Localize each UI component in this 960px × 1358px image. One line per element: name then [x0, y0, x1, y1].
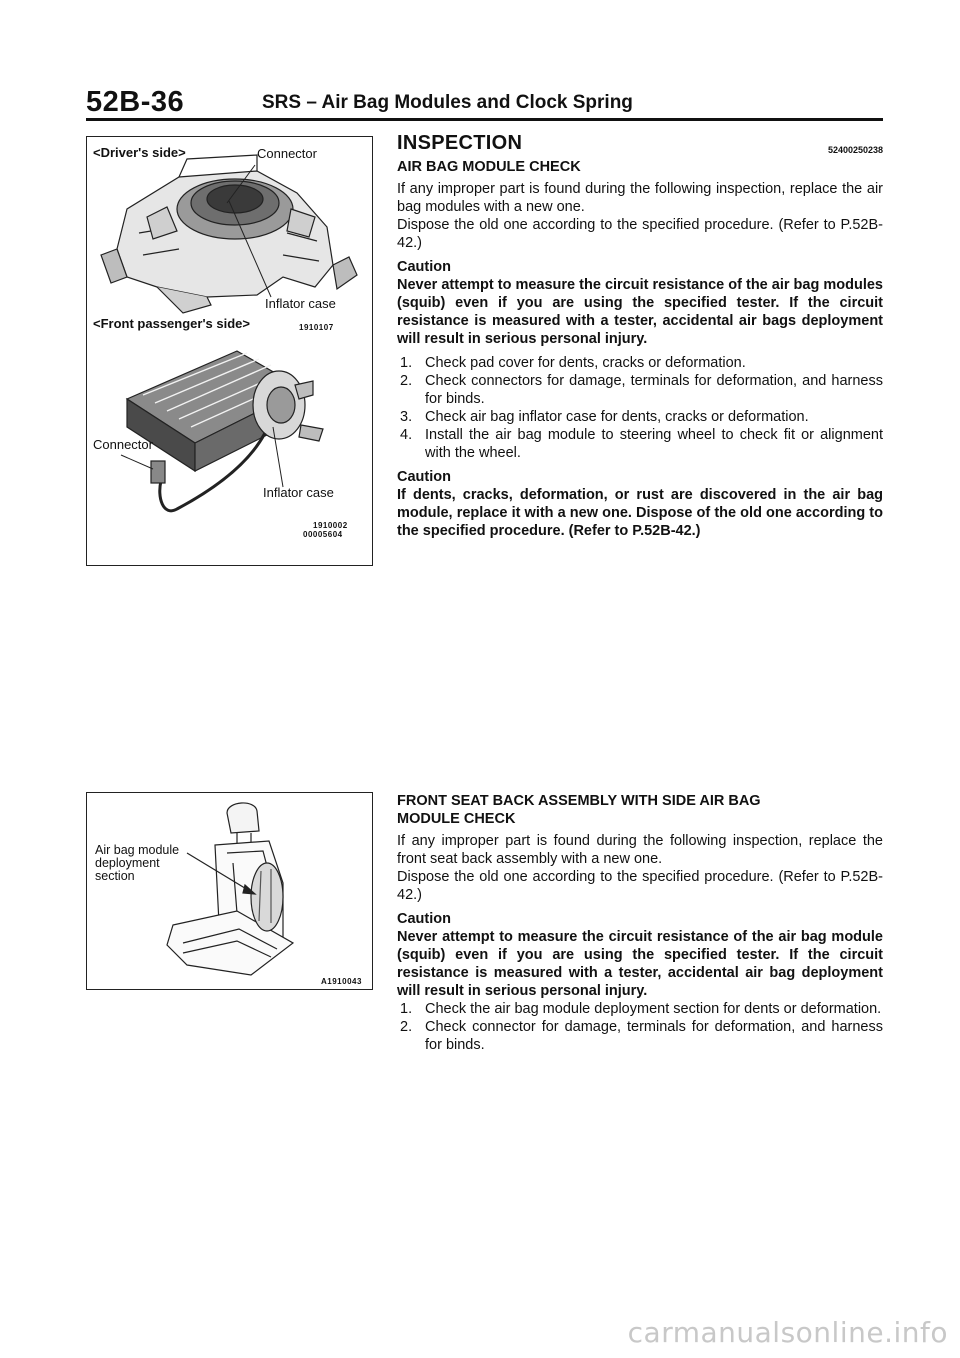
inspection-para1: If any improper part is found during the following inspection, replace the air bag modules with a new one. — [397, 181, 883, 215]
list-item: 1. Check pad cover for dents, cracks or deformation. — [400, 355, 746, 371]
list-item: 2. Check connector for damage, terminals for deformation, and harness for binds. — [400, 1019, 883, 1053]
caution1-title: Caution — [397, 259, 451, 275]
page-number: 52B-36 — [86, 86, 185, 118]
airbag-module-check-heading: AIR BAG MODULE CHECK — [397, 159, 581, 175]
airbag-module-figure — [86, 136, 373, 566]
connector-label-top: Connector — [257, 146, 317, 161]
inspection-ref-code: 52400250238 — [827, 145, 883, 155]
list-item: 4. Install the air bag module to steering wheel to check fit or alignment with the wheel. — [400, 427, 883, 461]
inspection-section — [397, 134, 883, 540]
seat-check-heading-line2: MODULE CHECK — [397, 811, 516, 827]
airbag-module-illustration — [87, 137, 372, 565]
seat-illustration — [87, 793, 372, 989]
page-title: SRS – Air Bag Modules and Clock Spring — [262, 92, 633, 113]
seat-check-steps — [397, 1000, 883, 1054]
figure-code-top: 1910107 — [299, 323, 334, 332]
figure-code-bottom-2: 00005604 — [303, 530, 343, 539]
header-rule — [86, 118, 883, 121]
inspection-para2: Dispose the old one according to the specified procedure. (Refer to P.52B-42.) — [397, 217, 883, 251]
drivers-side-label: <Driver's side> — [93, 145, 186, 160]
seat-caution-title: Caution — [397, 911, 451, 927]
inspection-heading: INSPECTION — [397, 132, 523, 154]
seat-caution-text: Never attempt to measure the circuit resistance of the air bag module (squib) even if you are using the specified tester. If the circuit resistance is measured with a tester, accidental air bag deployment will result in serious personal injury. — [397, 929, 883, 999]
inspection-steps — [397, 354, 883, 462]
deployment-label-line3: section — [95, 869, 135, 883]
caution2-title: Caution — [397, 469, 451, 485]
inflator-case-label-top: Inflator case — [265, 296, 336, 311]
seat-check-heading-line1: FRONT SEAT BACK ASSEMBLY WITH SIDE AIR BAG — [397, 793, 761, 809]
caution1-text: Never attempt to measure the circuit resistance of the air bag modules (squib) even if you are using the specified tester. If the circuit resistance is measured with a tester, accidental air bags deployment will result in serious personal injury. — [397, 277, 883, 347]
seat-check-para2: Dispose the old one according to the specified procedure. (Refer to P.52B-42.) — [397, 869, 883, 903]
seat-check-section — [397, 792, 883, 1054]
figure-code-bottom-1: 1910002 — [313, 521, 348, 530]
seat-airbag-figure — [86, 792, 373, 990]
watermark: carmanualsonline.info — [627, 1316, 948, 1349]
deployment-label-line1: Air bag module — [95, 843, 180, 857]
front-passengers-side-label: <Front passenger's side> — [93, 316, 250, 331]
connector-label-bottom: Connector — [93, 437, 153, 452]
list-item: 1. Check the air bag module deployment section for dents or deformation. — [400, 1001, 882, 1017]
caution2-text: If dents, cracks, deformation, or rust are discovered in the air bag module, replace it with a new one. Dispose of the old one according to the specified procedure. (Refer to P.52B-42.) — [397, 487, 883, 539]
deployment-label-line2: deployment — [95, 856, 160, 870]
seat-check-para1: If any improper part is found during the following inspection, replace the front seat back assembly with a new one. — [397, 833, 883, 867]
figure-code-seat: A1910043 — [321, 977, 362, 986]
list-item: 2. Check connectors for damage, terminals for deformation, and harness for binds. — [400, 373, 883, 407]
inflator-case-label-bottom: Inflator case — [263, 485, 334, 500]
list-item: 3. Check air bag inflator case for dents, cracks or deformation. — [400, 409, 809, 425]
